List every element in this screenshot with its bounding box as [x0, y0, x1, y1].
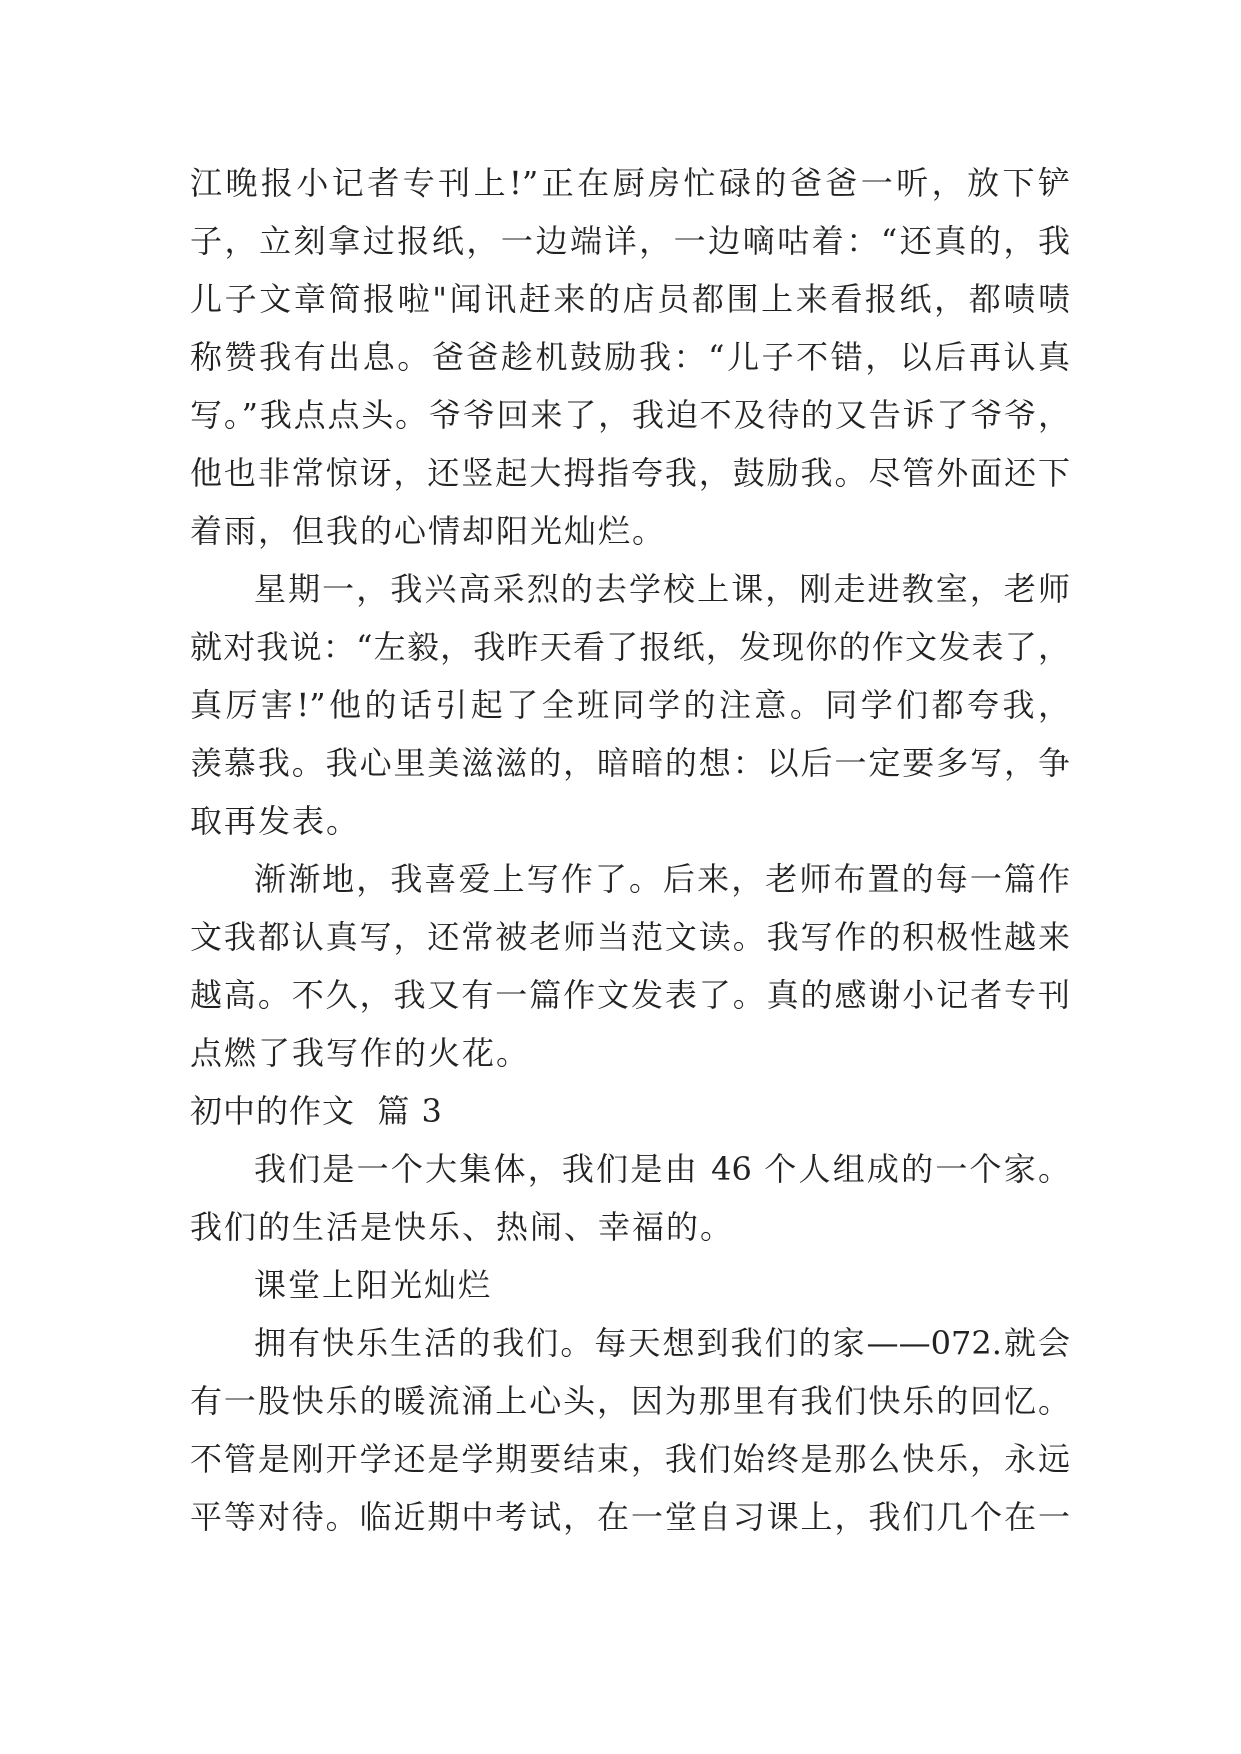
text-line: 取再发表。 — [190, 802, 361, 840]
text-line: 着雨，但我的心情却阳光灿烂。 — [190, 512, 667, 550]
text-line: 平等对待。临近期中考试，在一堂自习课上，我们几个在一 — [190, 1498, 1070, 1536]
text-line: 点燃了我写作的火花。 — [190, 1034, 531, 1072]
text-line: 就对我说：“左毅，我昨天看了报纸，发现你的作文发表了， — [190, 628, 1070, 666]
text-line: 真厉害!”他的话引起了全班同学的注意。同学们都夸我， — [190, 686, 1070, 724]
text-line: 江晚报小记者专刊上!”正在厨房忙碌的爸爸一听，放下铲 — [190, 164, 1070, 202]
text-line: 子，立刻拿过报纸，一边端详，一边嘀咕着：“还真的，我 — [190, 222, 1070, 260]
text-line: 写。”我点点头。爷爷回来了，我迫不及待的又告诉了爷爷， — [190, 396, 1070, 434]
text-line: 拥有快乐生活的我们。每天想到我们的家——072.就会 — [254, 1324, 1070, 1362]
text-line: 羡慕我。我心里美滋滋的，暗暗的想：以后一定要多写，争 — [190, 744, 1070, 782]
text-line: 儿子文章简报啦"闻讯赶来的店员都围上来看报纸，都啧啧 — [190, 280, 1070, 318]
text-line: 不管是刚开学还是学期要结束，我们始终是那么快乐，永远 — [190, 1440, 1070, 1478]
text-line: 我们的生活是快乐、热闹、幸福的。 — [190, 1208, 735, 1246]
text-line: 越高。不久，我又有一篇作文发表了。真的感谢小记者专刊 — [190, 976, 1070, 1014]
text-line: 渐渐地，我喜爱上写作了。后来，老师布置的每一篇作 — [254, 860, 1070, 898]
text-line: 星期一，我兴高采烈的去学校上课，刚走进教室，老师 — [254, 570, 1070, 608]
section-heading: 初中的作文 篇 3 — [190, 1092, 443, 1130]
text-line: 称赞我有出息。爸爸趁机鼓励我：“儿子不错，以后再认真 — [190, 338, 1070, 376]
text-line: 他也非常惊讶，还竖起大拇指夸我，鼓励我。尽管外面还下 — [190, 454, 1070, 492]
text-line: 课堂上阳光灿烂 — [254, 1266, 493, 1304]
text-line: 我们是一个大集体，我们是由 46 个人组成的一个家。 — [254, 1150, 1070, 1188]
text-line: 有一股快乐的暖流涌上心头，因为那里有我们快乐的回忆。 — [190, 1382, 1070, 1420]
document-body — [190, 154, 1070, 1546]
text-line: 文我都认真写，还常被老师当范文读。我写作的积极性越来 — [190, 918, 1070, 956]
